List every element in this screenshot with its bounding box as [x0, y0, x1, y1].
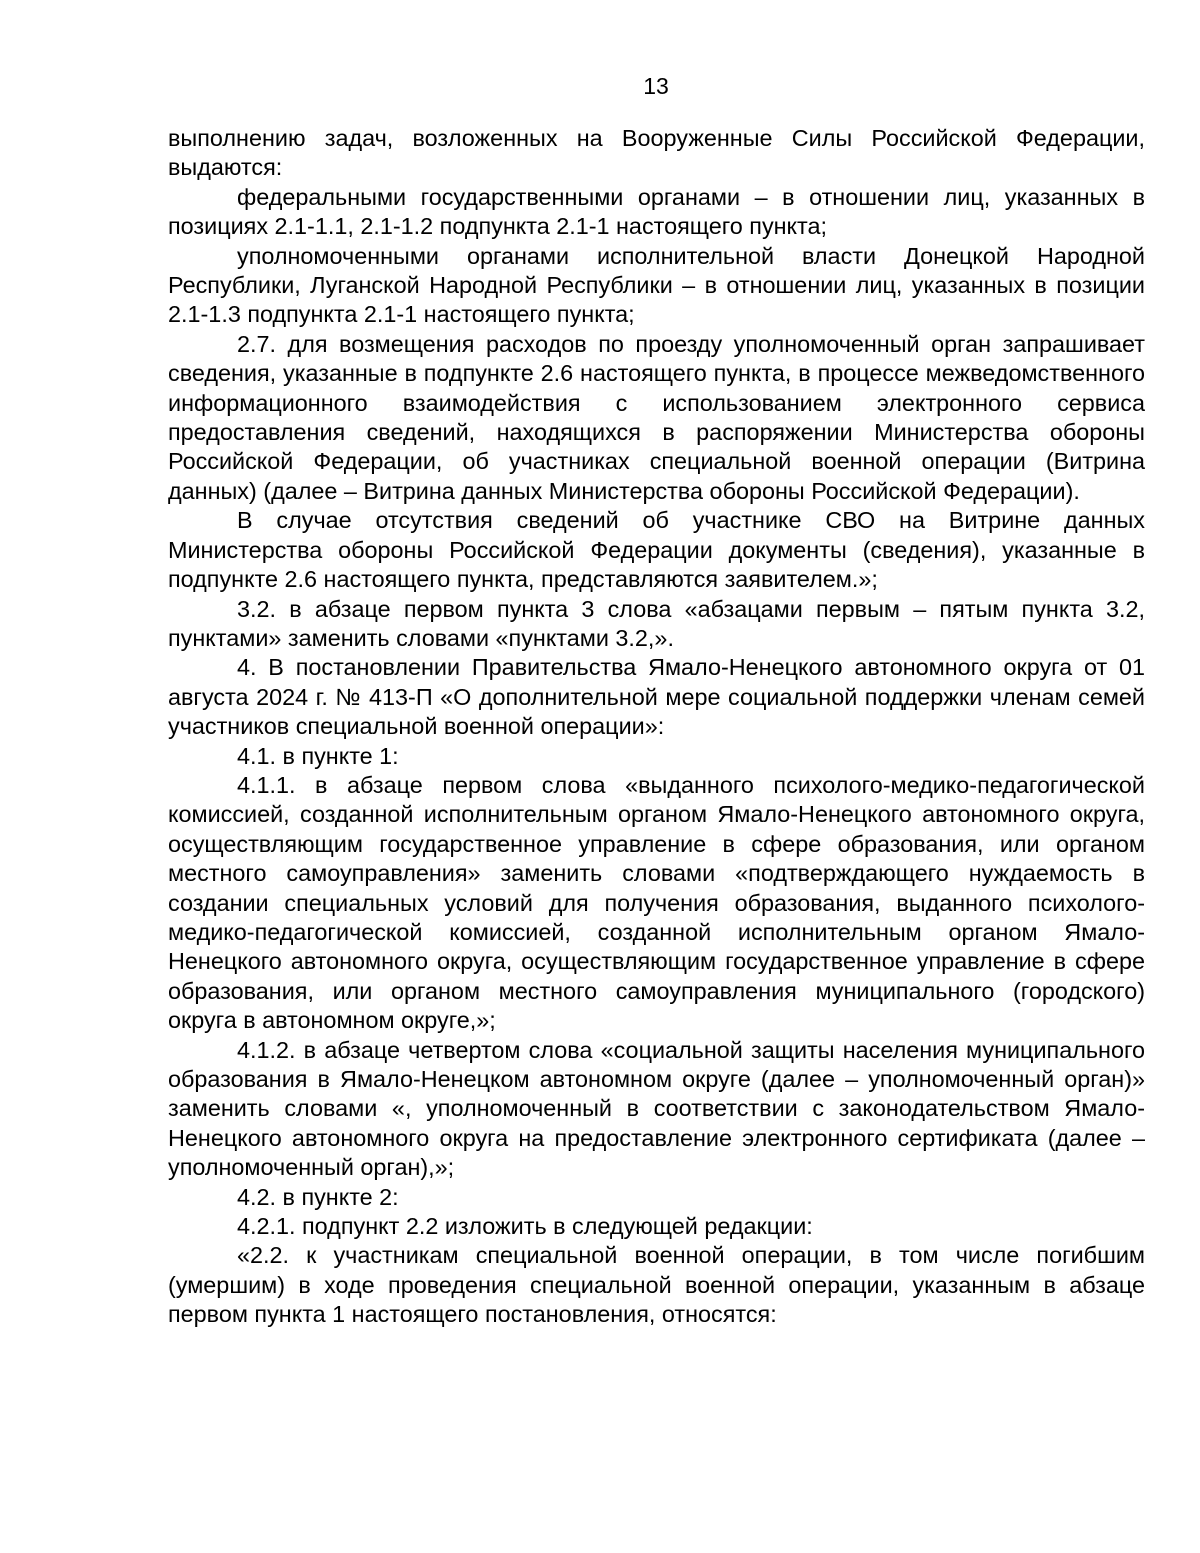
paragraph: 4. В постановлении Правительства Ямало-Ненецкого автономного округа от 01 августа 2024 г. № 413-П «О дополнительной мере социальной поддержки членам семей участников специальной военной операции»: — [168, 654, 1145, 740]
document-body — [168, 124, 1145, 1330]
paragraph: 4.1.2. в абзаце четвертом слова «социальной защиты населения муниципального образования в Ямало-Ненецком автономном округе (далее – уполномоченный орган)» заменить словами «, уполномоченный в соответствии с законодательством Ямало-Ненецкого автономного округа на предоставление электронного сертификата (далее – уполномоченный орган),»; — [168, 1036, 1145, 1181]
paragraph: выполнению задач, возложенных на Вооруженные Силы Российской Федерации, выдаются: — [168, 125, 1145, 181]
paragraph: 3.2. в абзаце первом пункта 3 слова «абзацами первым – пятым пункта 3.2, пунктами» заменить словами «пунктами 3.2,». — [168, 595, 1145, 651]
paragraph: 4.2. в пункте 2: — [237, 1183, 399, 1210]
page-number: 13 — [643, 73, 669, 99]
paragraph: 4.2.1. подпункт 2.2 изложить в следующей редакции: — [237, 1213, 813, 1240]
paragraph: «2.2. к участникам специальной военной операции, в том числе погибшим (умершим) в ходе проведения специальной военной операции, указанным в абзаце первом пункта 1 настоящего постановления, относятся: — [168, 1242, 1145, 1328]
paragraph: 4.1.1. в абзаце первом слова «выданного психолого-медико-педагогической комиссией, созданной исполнительным органом Ямало-Ненецкого автономного округа, осуществляющим государственное управление в сфере образования, или органом местного самоуправления» заменить словами «подтверждающего нуждаемость в создании специальных условий для получения образования, выданного психолого-медико-педагогической комиссией, созданной исполнительным органом Ямало-Ненецкого автономного округа, осуществляющим государственное управление в сфере образования, или органом местного самоуправления муниципального (городского) округа в автономном округе,»; — [168, 771, 1145, 1034]
paragraph: 4.1. в пункте 1: — [237, 742, 399, 769]
paragraph: 2.7. для возмещения расходов по проезду уполномоченный орган запрашивает сведения, указанные в подпункте 2.6 настоящего пункта, в процессе межведомственного информационного взаимодействия с использованием электронного сервиса предоставления сведений, находящихся в распоряжении Министерства обороны Российской Федерации, об участниках специальной военной операции (Витрина данных) (далее – Витрина данных Министерства обороны Российской Федерации). — [168, 330, 1145, 504]
paragraph: В случае отсутствия сведений об участнике СВО на Витрине данных Министерства обороны Российской Федерации документы (сведения), указанные в подпункте 2.6 настоящего пункта, представляются заявителем.»; — [168, 507, 1145, 593]
paragraph: уполномоченными органами исполнительной власти Донецкой Народной Республики, Луганской Народной Республики – в отношении лиц, указанных в позиции 2.1-1.3 подпункта 2.1-1 настоящего пункта; — [168, 242, 1145, 328]
paragraph: федеральными государственными органами – в отношении лиц, указанных в позициях 2.1-1.1, 2.1-1.2 подпункта 2.1-1 настоящего пункта; — [168, 183, 1145, 240]
